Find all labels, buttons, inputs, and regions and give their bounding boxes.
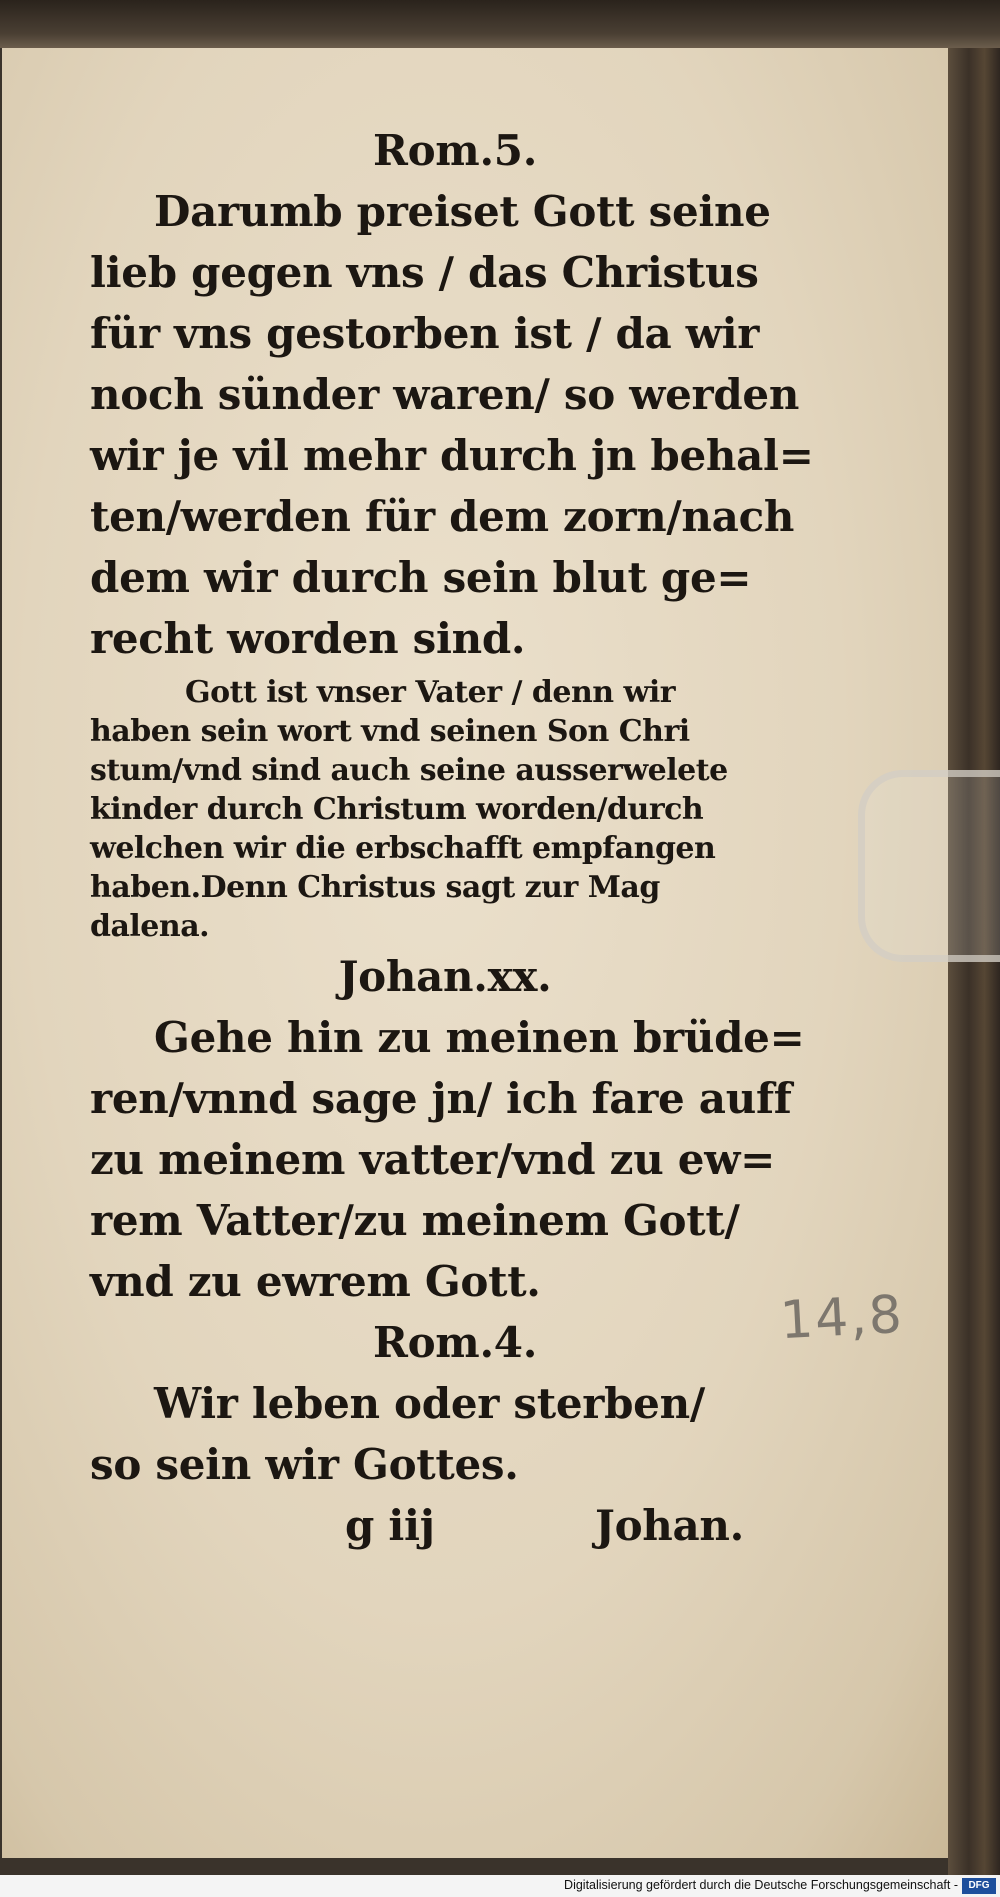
footer-credit: Digitalisierung gefördert durch die Deutsche Forschungsgemeinschaft - [564, 1878, 958, 1892]
heading-johan: Johan.xx. [338, 952, 552, 1001]
commentary-line: haben.Denn Christus sagt zur Mag [90, 870, 660, 905]
heading-rom5: Rom.5. [372, 126, 538, 175]
page-clip [858, 770, 1000, 962]
commentary [90, 673, 780, 946]
passage-line: Darumb preiset Gott seine [154, 187, 771, 236]
passage-line: zu meinem vatter/vnd zu ew= [90, 1135, 775, 1184]
signature-mark: g iij [345, 1501, 435, 1550]
passage-line: noch sünder waren/ so werden [90, 370, 800, 419]
passage-rom5 [90, 181, 814, 669]
book-cover-top [0, 0, 1000, 48]
commentary-line: dalena. [90, 909, 210, 944]
passage-johan [90, 1007, 805, 1312]
commentary-line: stum/vnd sind auch seine ausserwelete [90, 753, 728, 788]
passage-line: dem wir durch sein blut ge= [90, 553, 752, 602]
passage-line: lieb gegen vns / das Christus [90, 248, 759, 297]
dfg-logo-icon: DFG [962, 1878, 996, 1894]
passage-line: wir je vil mehr durch jn behal= [90, 431, 814, 480]
page-text [90, 120, 814, 1556]
digitization-footer [0, 1875, 1000, 1897]
passage-line: ren/vnnd sage jn/ ich fare auff [90, 1074, 792, 1123]
commentary-line: welchen wir die erbschafft empfangen [90, 831, 716, 866]
passage-line: vnd zu ewrem Gott. [90, 1257, 541, 1306]
commentary-line: haben sein wort vnd seinen Son Chri [90, 714, 690, 749]
heading-rom4: Rom.4. [372, 1318, 538, 1367]
page-foot-line [90, 1495, 780, 1556]
commentary-line: kinder durch Christum worden/durch [90, 792, 704, 827]
passage-line: so sein wir Gottes. [90, 1440, 519, 1489]
catchword: Johan. [595, 1501, 744, 1550]
commentary-line: Gott ist vnser Vater / denn wir [185, 675, 676, 710]
passage-rom4 [90, 1373, 780, 1495]
passage-line: recht worden sind. [90, 614, 526, 663]
passage-line: ten/werden für dem zorn/nach [90, 492, 795, 541]
passage-line: rem Vatter/zu meinem Gott/ [90, 1196, 740, 1245]
pencil-note: 14,8 [778, 1284, 906, 1352]
passage-line: für vns gestorben ist / da wir [90, 309, 760, 358]
passage-line: Gehe hin zu meinen brüde= [154, 1013, 805, 1062]
passage-line: Wir leben oder sterben/ [154, 1379, 705, 1428]
